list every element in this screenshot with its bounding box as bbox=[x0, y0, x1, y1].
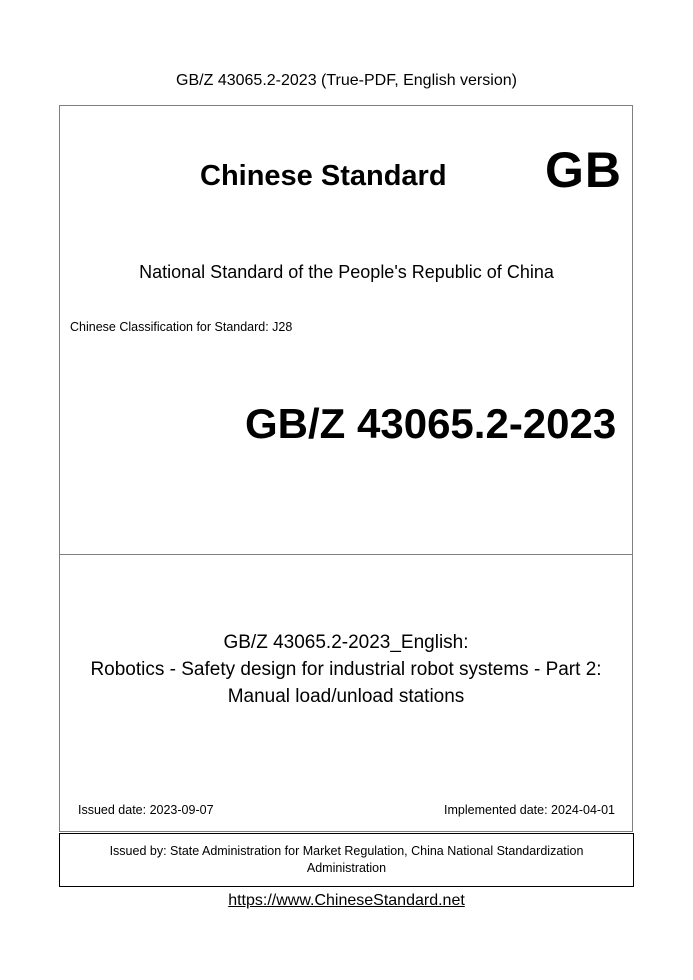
gb-logo: GB bbox=[545, 142, 622, 198]
national-standard-label: National Standard of the People's Republic of China bbox=[139, 262, 554, 282]
document-title-line-2: Robotics - Safety design for industrial robot systems - Part 2: bbox=[90, 659, 602, 680]
cover-divider bbox=[59, 554, 633, 555]
issued-date: Issued date: 2023-09-07 bbox=[78, 803, 214, 817]
version-header: GB/Z 43065.2-2023 (True-PDF, English version) bbox=[176, 72, 517, 89]
website-link[interactable]: https://www.ChineseStandard.net bbox=[228, 892, 465, 909]
issuer-text: Issued by: State Administration for Market Regulation, China National Standardization Administration bbox=[109, 844, 584, 875]
document-title bbox=[59, 629, 633, 710]
implemented-date: Implemented date: 2024-04-01 bbox=[444, 803, 615, 817]
document-title-line-1: GB/Z 43065.2-2023_English: bbox=[223, 632, 469, 653]
issuer-box bbox=[59, 833, 634, 887]
standard-heading: Chinese Standard bbox=[200, 160, 447, 192]
classification-label: Chinese Classification for Standard: J28 bbox=[70, 320, 293, 334]
cover-frame bbox=[59, 105, 633, 832]
standard-number: GB/Z 43065.2-2023 bbox=[245, 400, 617, 447]
document-title-line-3: Manual load/unload stations bbox=[227, 686, 465, 707]
